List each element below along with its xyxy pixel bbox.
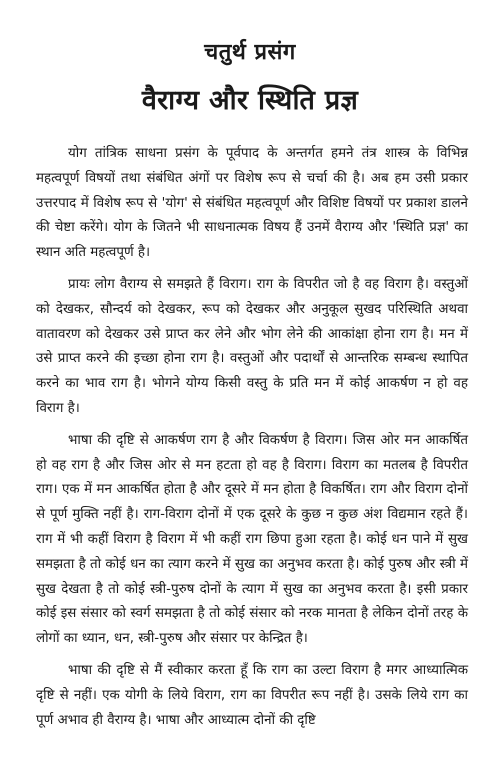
body-text bbox=[36, 142, 468, 733]
paragraph-1: योग तांत्रिक साधना प्रसंग के पूर्वपाद के अन्तर्गत हमने तंत्र शास्त्र के विभिन्न महत्वपूर्ण विषयों तथा संबंधित अंगों पर विशेष रूप से चर्चा की है। अब हम उसी प्रकार उत्तरपाद में विशेष रूप से 'योग' से संबंधित महत्वपूर्ण और विशिष्ट विषयों पर प्रकाश डालने की चेष्टा करेंगे। योग के जितने भी साधनात्मक विषय हैं उनमें वैराग्य और 'स्थिति प्रज्ञ' का स्थान अति महत्वपूर्ण है। bbox=[36, 146, 468, 261]
paragraph-3: भाषा की दृष्टि से आकर्षण राग है और विकर्षण है विराग। जिस ओर मन आकर्षित हो वह राग है और जिस ओर से मन हटता हो वह है विराग। विराग का मतलब है विपरीत राग। एक में मन आकर्षित होता है और दूसरे में मन होता है विकर्षित। राग और विराग दोनों से पूर्ण मुक्ति नहीं है। राग-विराग दोनों में एक दूसरे के कुछ न कुछ अंश विद्यमान रहते हैं। राग में भी कहीं विराग है विराग में भी कहीं राग छिपा हुआ रहता है। कोई धन पाने में सुख समझता है तो कोई धन का त्याग करने में सुख का अनुभव करता है। कोई पुरुष और स्त्री में सुख देखता है तो कोई स्त्री-पुरुष दोनों के त्याग में सुख का अनुभव करता है। इसी प्रकार कोई इस संसार को स्वर्ग समझता है तो कोई संसार को नरक मानता है लेकिन दोनों तरह के लोगों का ध्यान, धन, स्त्री-पुरुष और संसार पर केन्द्रित है। bbox=[36, 432, 468, 647]
chapter-title: वैराग्य और स्थिति प्रज्ञ bbox=[141, 85, 359, 116]
paragraph-2: प्रायः लोग वैराग्य से समझते हैं विराग। राग के विपरीत जो है वह विराग है। वस्तुओं को देखकर, सौन्दर्य को देखकर, रूप को देखकर और अनुकूल सुखद परिस्थिति अथवा वातावरण को देखकर उसे प्राप्त कर लेने और भोग लेने की आकांक्षा होना राग है। मन में उसे प्राप्त करने की इच्छा होना राग है। वस्तुओं और पदार्थों से आन्तरिक सम्बन्ध स्थापित करने का भाव राग है। भोगने योग्य किसी वस्तु के प्रति मन में कोई आकर्षण न हो वह विराग है। bbox=[36, 276, 468, 416]
paragraph-4: भाषा की दृष्टि से मैं स्वीकार करता हूँ कि राग का उल्टा विराग है मगर आध्यात्मिक दृष्टि से नहीं। एक योगी के लिये विराग, राग का विपरीत रूप नहीं है। उसके लिये राग का पूर्ण अभाव ही वैराग्य है। भाषा और आध्यात्म दोनों की दृष्टि bbox=[36, 662, 468, 728]
chapter-label: चतुर्थ प्रसंग bbox=[204, 40, 296, 65]
